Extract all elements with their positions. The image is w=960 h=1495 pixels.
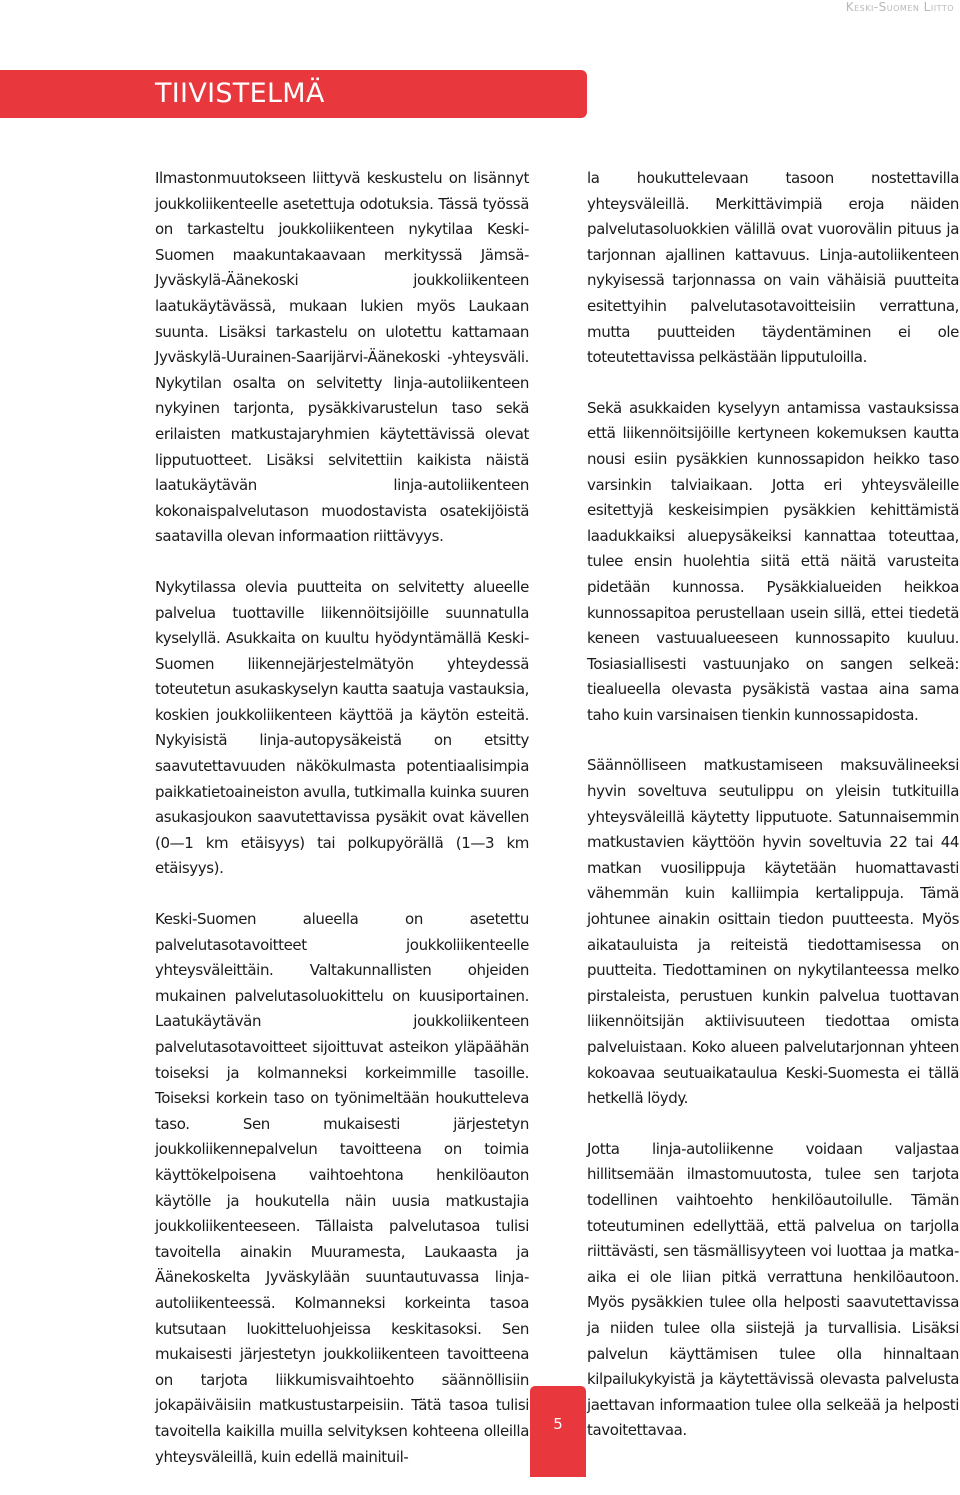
paragraph: Jotta linja-autoliikenne voidaan valjastaa hillitsemään ilmastomuutosta, tulee sen tarjota todellinen vaihtoehto henkilöautoilulle. Tämän toteutuminen edellyttää, että palvelua on tarjolla riittävästi, sen täsmällisyyteen voi luottaa ja matka-aika ei ole liian pitkä verrattuna henkilöautoon. Myös pysäkkien tulee olla helposti saavutettavissa ja niiden tulee olla siistejä ja turvallisia. Lisäksi palvelun käyttämisen tulee olla hinnaltaan kilpailukykyistä ja käytettävissä olevasta palvelusta jaettavan informaation tulee olla selkeää ja helposti tavoitettavaa. (587, 1139, 959, 1440)
paragraph: la houkuttelevaan tasoon nostettavilla yhteysväleillä. Merkittävimpiä eroja näiden palvelutasoluokkien välillä ovat vuorovälin pituus ja tarjonnan ajallinen kattavuus. Linja-autoliikenteen nykyisessä tarjonnassa on vain vähäisiä puutteita esitettyihin palvelutasotavoitteisiin verrattuna, mutta puutteiden täydentäminen ei ole toteutettavissa pelkästään lipputuloilla. (587, 169, 959, 367)
right-column (587, 166, 959, 1469)
paragraph: Nykytilassa olevia puutteita on selvitetty alueelle palvelua tuottaville liikennöitsijöille suunnatulla kyselyllä. Asukkaita on kuultu hyödyntämällä Keski-Suomen liikennejärjestelmätyön yhteydessä toteutetun asukaskyselyn kautta saatuja vastauksia, koskien joukkoliikenteen käyttöä ja käytön esteitä. Nykyisistä linja-autopysäkeistä on etsitty saavutettavuuden näkökulmasta potentiaalisimpia paikkatietoaineiston avulla, tutkimalla kuinka suuren asukasjoukon saavutettavissa pysäkit ovat kävellen (0—1 km etäisyys) tai polkupyörällä (1—3 km etäisyys). (155, 577, 529, 878)
paragraph: Sekä asukkaiden kyselyyn antamissa vastauksissa että liikennöitsijöille kertyneen kokemuksen kautta nousi esiin pysäkkien kunnossapidon heikko taso varsinkin talviaikaan. Jotta eri yhteysväleille esitettyjä keskeisimpien pysäkkien kehittämistä laadukkaiksi aluepysäkeiksi kannattaa toteuttaa, tulee ensin huolehtia siitä että näitä varusteita pidetään kunnossa. Pysäkkialueiden heikkoa kunnossapitoa perustellaan usein sillä, ettei tiedetä keneen vastuualueeseen kunnossapito kuuluu. Tosiasiallisesti vastuunjako on sangen selkeä: tiealueella olevasta pysäkistä vastaa aina sama taho kuin varsinaisen tienkin kunnossapidosta. (587, 398, 959, 724)
page-number: 5 (553, 1415, 563, 1433)
paragraph: Säännölliseen matkustamiseen maksuvälineeksi hyvin soveltuva seutulippu on yleisin tutkituilla yhteysväleillä käytetty lipputuote. Satunnaisemmin matkustavien käyttöön hyvin soveltuvia 22 tai 44 matkan vuosilippuja käytetään huomattavasti vähemmän kuin kalliimpia kertalippuja. Tämä johtunee ainakin osittain tiedon puutteesta. Myös aikatauluista ja reiteistä tiedottamisessa on puutteita. Tiedottaminen on nykytilanteessa melko pirstaleista, perustuen kunkin palvelua tuottavan liikennöitsijän aktiivisuuteen tiedottaa omista palveluistaan. Koko alueen palvelutarjonnan yhteen kokoavaa seutuaikataulua Keski-Suomesta ei tällä hetkellä löydy. (587, 756, 959, 1108)
left-column (155, 166, 529, 1495)
paragraph: Keski-Suomen alueella on asetettu palvelutasotavoitteet joukkoliikenteelle yhteysväleittäin. Valtakunnallisten ohjeiden mukainen palvelutasoluokittelu on kuusiportainen. Laatukäytävän joukkoliikenteen palvelutasotavoitteet sijoittuvat asteikon yläpäähän toiseksi ja kolmanneksi korkeimmille tasoille. Toiseksi korkein taso on työnimeltään houkutteleva taso. Sen mukaisesti järjestetyn joukkoliikennepalvelun tavoitteena on toimia käyttökelpoisena vaihtoehtona henkilöauton käytölle ja houkutella näin uusia matkustajia joukkoliikenteeseen. Tällaista palvelutasoa tulisi tavoitella ainakin Muuramesta, Laukaasta ja Äänekoskelta Jyväskylään suuntautuvassa linja-autoliikenteessä. Kolmanneksi korkeinta tasoa kutsutaan luokitteluohjeissa keskitasoksi. Sen mukaisesti järjestetyn joukkoliikenteen tavoitteena on tarjota liikkumisvaihtoehto säännöllisiin jokapäiväisiin matkustustarpeisiin. Tätä tasoa tulisi tavoitella kaikilla muilla selvityksen kohteena olleilla yhteysväleillä, kuin edellä mainituil- (155, 910, 529, 1466)
running-header: Keski-Suomen Liitto (845, 0, 954, 14)
paragraph: Ilmastonmuutokseen liittyvä keskustelu on lisännyt joukkoliikenteelle asetettuja odotuksia. Tässä työssä on tarkasteltu joukkoliikenteen nykytilaa Keski-Suomen maakuntakaavaan merkityssä Jämsä-Jyväskylä-Äänekoski joukkoliikenteen laatukäytävässä, mukaan lukien myös Laukaan suunta. Lisäksi tarkastelu on ulotettu kattamaan Jyväskylä-Uurainen-Saarijärvi-Äänekoski -yhteysväli. Nykytilan osalta on selvitetty linja-autoliikenteen nykyinen tarjonta, pysäkkivarustelun taso sekä erilaisten matkustajaryhmien käytettävissä olevat lipputuotteet. Lisäksi selvitettiin kaikista näistä laatukäytävän linja-autoliikenteen kokonaispalvelutason muodostavista osatekijöistä saatavilla olevan informaation riittävyys. (155, 169, 529, 546)
section-title: TIIVISTELMÄ (155, 78, 325, 109)
